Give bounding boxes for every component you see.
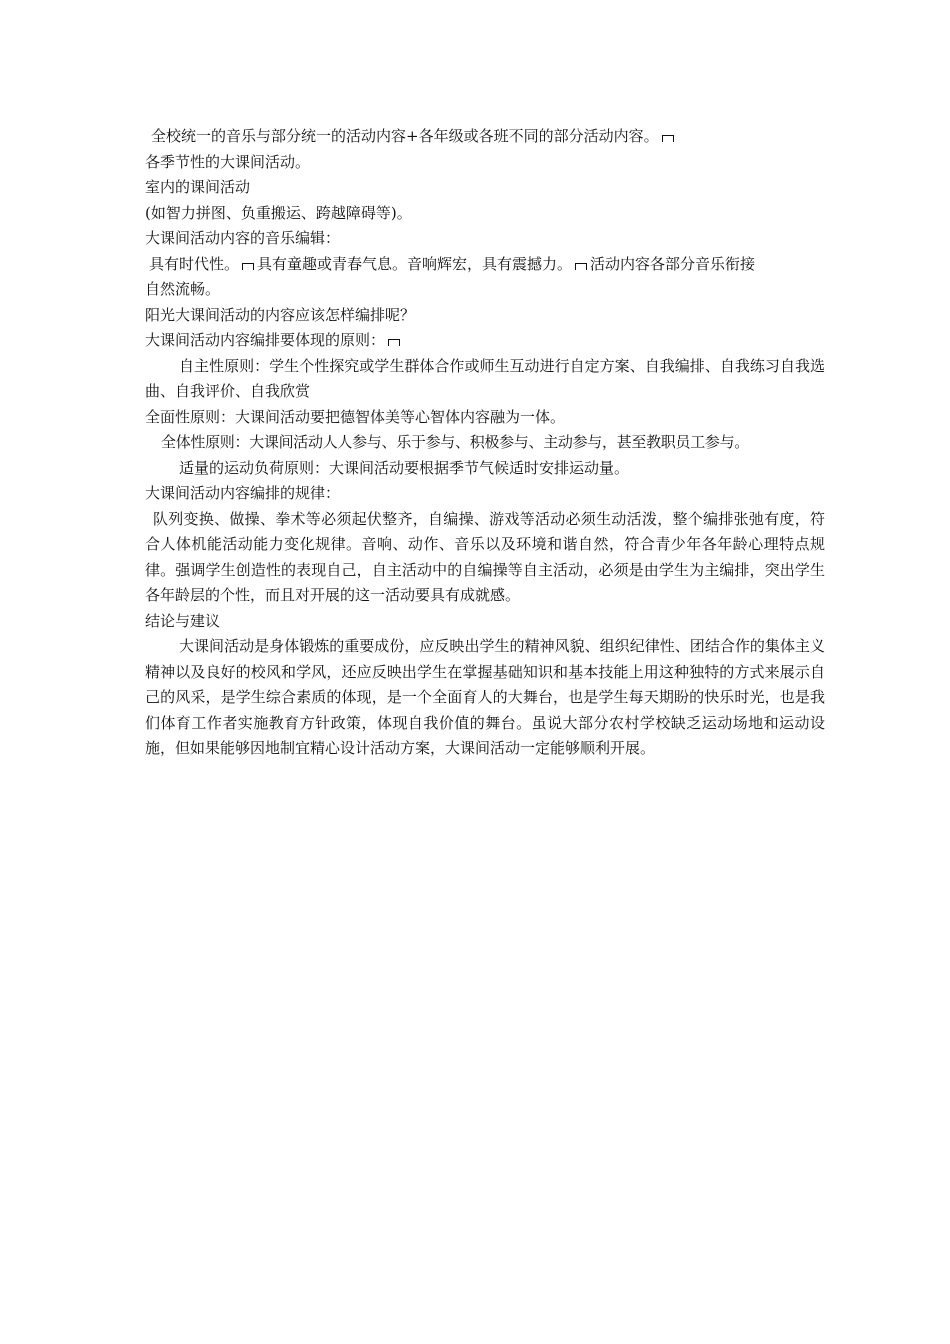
text-line: 自然流畅。 [145,280,221,298]
text-line: 各季节性的大课间活动。 [145,152,311,171]
text-line: (如智力拼图、负重搬运、跨越障碍等)。 [145,203,412,222]
text-segment: 具有童趣或青春气息。音响辉宏，具有震撼力。 [257,254,573,273]
bracket-mark-icon [575,263,587,270]
bracket-mark-icon [242,263,254,270]
section-heading: 大课间活动内容的音乐编辑： [145,229,341,247]
text-segment: 具有时代性。 [149,254,240,273]
paragraph: 大课间活动是身体锻炼的重要成份，应反映出学生的精神风貌、组织纪律性、团结合作的集体主义精神以及良好的校风和学风，还应反映出学生在掌握基础知识和基本技能上用这种独特的方式来展示自己的风采，是学生综合素质的体现，是一个全面育人的大舞台，也是学生每天期盼的快乐时光，也是我们体育工作者实施教育方针政策，体现自我价值的舞台。虽说大部分农村学校缺乏运动场地和运动设施，但如果能够因地制宜精心设计活动方案，大课间活动一定能够顺利开展。 [145,637,825,757]
text-line [145,252,825,278]
text-line: 全体性原则：大课间活动人人参与、乐于参与、积极参与、主动参与，甚至教职员工参与。 [161,433,750,451]
text-line: 全面性原则：大课间活动要把德智体美等心智体内容融为一体。 [145,407,566,426]
bracket-mark-icon [662,135,674,142]
section-heading [145,328,825,354]
text-line: 室内的课间活动 [145,178,251,196]
paragraph: 队列变换、做操、拳术等必须起伏整齐，自编操、游戏等活动必须生动活泼，整个编排张弛有度，符合人体机能活动能力变化规律。音响、动作、音乐以及环境和谐自然，符合青少年各年龄心理特点规律。强调学生创造性的表现自己，自主活动中的自编操等自主活动，必须是由学生为主编排，突出学生各年龄层的个性，而且对开展的这一活动要具有成就感。 [145,509,825,604]
text-line [145,124,825,150]
section-heading: 大课间活动内容编排的规律： [145,484,341,502]
text-segment: 大课间活动内容编排要体现的原则： [145,331,386,349]
text-segment: 全校统一的音乐与部分统一的活动内容+各年级或各班不同的部分活动内容。 [151,127,659,145]
section-heading: 阳光大课间活动的内容应该怎样编排呢？ [145,305,416,324]
document-body [145,124,825,762]
paragraph: 自主性原则：学生个性探究或学生群体合作或师生互动进行自定方案、自我编排、自我练习自我选曲、自我评价、自我欣赏 [145,356,825,400]
text-segment: 活动内容各部分音乐衔接 [590,254,756,273]
section-heading: 结论与建议 [145,611,221,630]
text-line: 适量的运动负荷原则：大课间活动要根据季节气候适时安排运动量。 [179,458,630,477]
bracket-mark-icon [388,339,400,346]
